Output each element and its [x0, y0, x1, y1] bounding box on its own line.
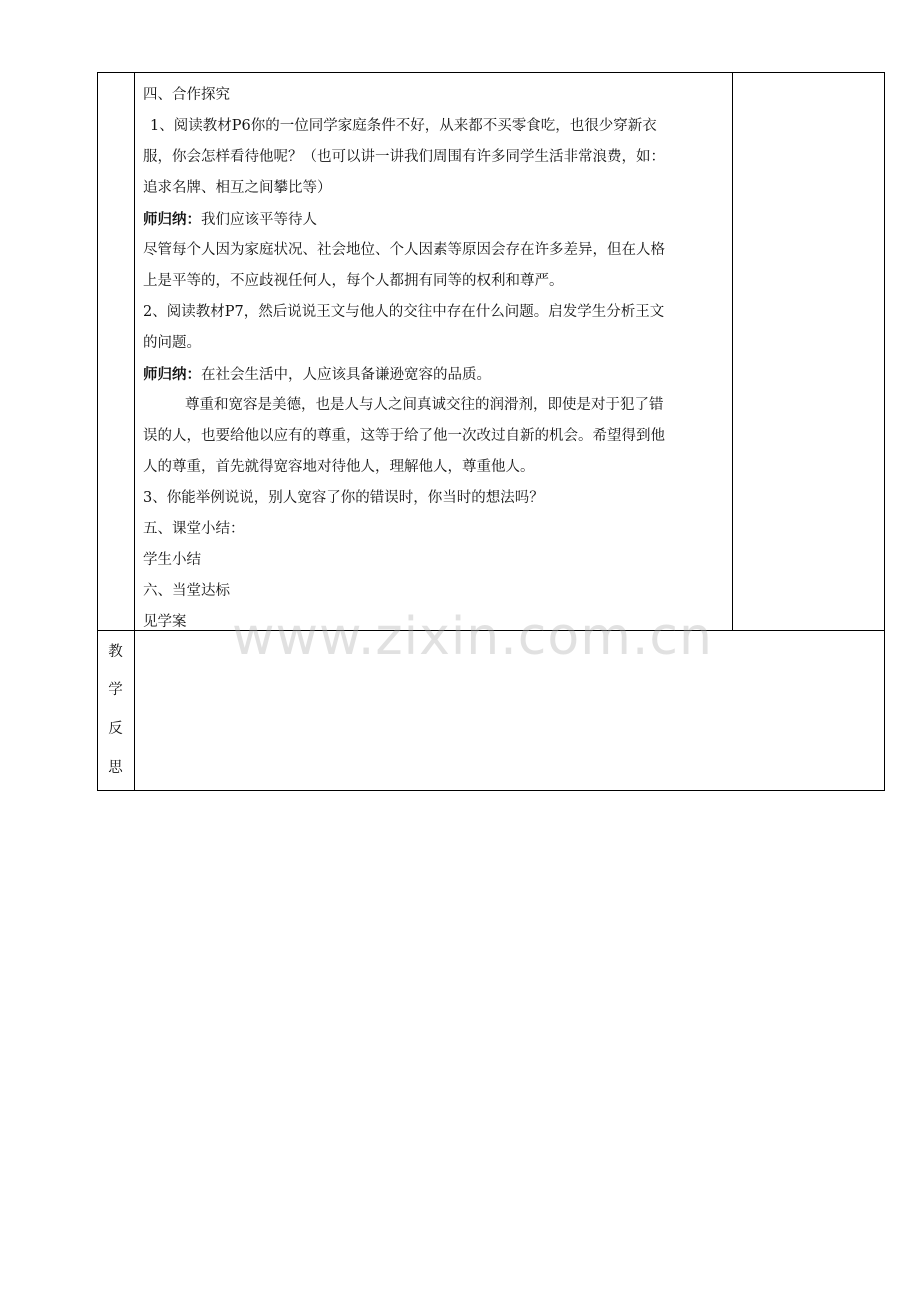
lesson-line: 的问题。 — [143, 335, 201, 351]
lesson-line: 上是平等的，不应歧视任何人，每个人都拥有同等的权利和尊严。 — [143, 273, 564, 289]
teacher-summary-text: 我们应该平等待人 — [201, 212, 317, 228]
reflection-label-char: 思 — [108, 760, 123, 776]
table-right-border — [884, 72, 885, 791]
lesson-line: 1、阅读教材P6你的一位同学家庭条件不好，从来都不买零食吃，也很少穿新衣 — [150, 118, 657, 134]
teacher-summary-label: 师归纳： — [143, 211, 201, 228]
lesson-line: 人的尊重，首先就得宽容地对待他人，理解他人，尊重他人。 — [143, 459, 535, 475]
lesson-line: 误的人，也要给他以应有的尊重，这等于给了他一次改过自新的机会。希望得到他 — [143, 428, 665, 444]
teacher-summary — [143, 204, 728, 235]
reflection-label-char: 反 — [108, 721, 123, 737]
table-bottom-border — [97, 790, 885, 791]
lesson-line: 追求名牌、相互之间攀比等） — [143, 180, 332, 196]
lesson-content — [143, 80, 728, 638]
table-notes-column-border — [732, 72, 733, 631]
reflection-label-char: 教 — [108, 644, 123, 660]
lesson-line: 尽管每个人因为家庭状况、社会地位、个人因素等原因会存在许多差异，但在人格 — [143, 242, 665, 258]
teacher-summary-text: 在社会生活中，人应该具备谦逊宽容的品质。 — [201, 367, 491, 383]
lesson-line: 尊重和宽容是美德，也是人与人之间真诚交往的润滑剂，即使是对于犯了错 — [185, 397, 664, 413]
lesson-line: 学生小结 — [143, 552, 201, 568]
lesson-line: 3、你能举例说说，别人宽容了你的错误时，你当时的想法吗？ — [143, 490, 544, 506]
watermark: www.zixin.com.cn — [232, 607, 713, 667]
teacher-summary — [143, 359, 728, 390]
reflection-label-char: 学 — [108, 682, 123, 698]
lesson-line: 见学案 — [143, 614, 187, 630]
table-top-border — [97, 72, 885, 73]
section-heading: 六、当堂达标 — [143, 583, 230, 599]
lesson-line: 2、阅读教材P7，然后说说王文与他人的交往中存在什么问题。启发学生分析王文 — [143, 304, 665, 320]
teacher-summary-label: 师归纳： — [143, 366, 201, 383]
section-heading: 五、课堂小结： — [143, 521, 245, 537]
lesson-line: 服，你会怎样看待他呢？（也可以讲一讲我们周围有许多同学生活非常浪费，如： — [143, 149, 665, 165]
section-heading: 四、合作探究 — [143, 87, 230, 103]
